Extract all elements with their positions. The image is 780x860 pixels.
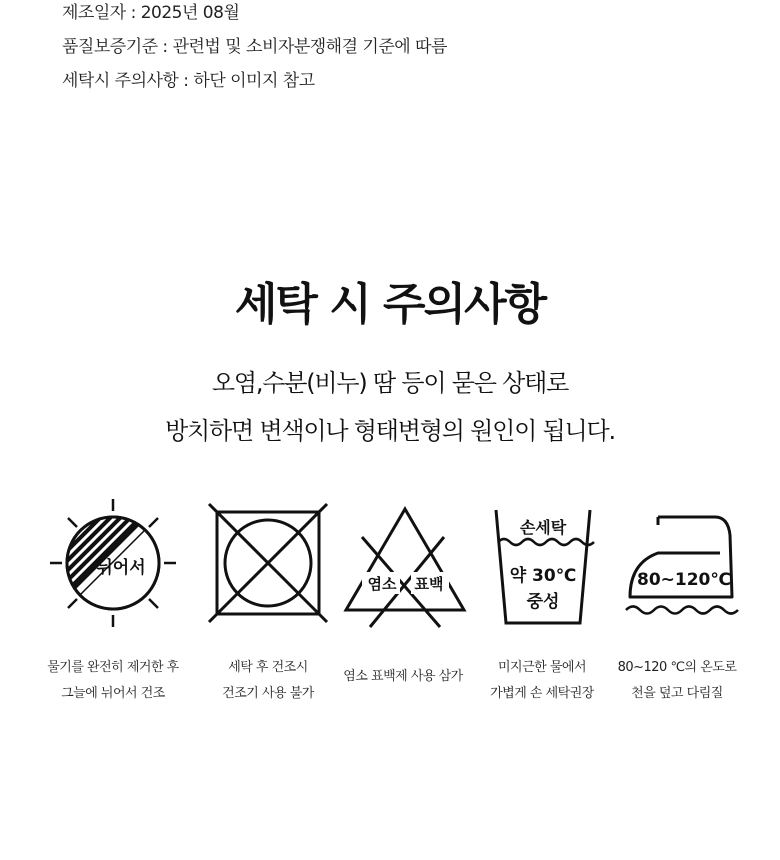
- caption-shade-dry: [38, 655, 188, 707]
- neutral-detergent-label: 중성: [526, 592, 560, 612]
- caption-line: 가볍게 손 세탁권장: [490, 686, 594, 701]
- shade-dry-label: 뉘어서: [96, 558, 146, 578]
- caption-line: 물기를 완전히 제거한 후: [47, 660, 179, 675]
- caption-line: 80~120 ℃의 온도로: [617, 660, 737, 675]
- description-line-2: 방치하면 변색이나 형태변형의 원인이 됩니다.: [165, 417, 615, 445]
- iron-with-cloth-icon: [620, 495, 750, 630]
- caption-line: 그늘에 뉘어서 건조: [61, 686, 165, 701]
- section-title: 세탁 시 주의사항: [234, 279, 546, 330]
- caption-no-tumble-dry: [193, 655, 343, 707]
- product-info: [62, 0, 447, 98]
- no-tumble-dry-icon: [203, 495, 333, 630]
- hand-wash-label: 손세탁: [519, 518, 567, 537]
- hand-wash-30-icon: [478, 495, 608, 630]
- caption-line: 세탁 후 건조시: [228, 660, 308, 675]
- caption-hand-wash: [467, 655, 617, 707]
- caption-line: 건조기 사용 불가: [222, 686, 314, 701]
- washing-note: 세탁시 주의사항 : 하단 이미지 참고: [62, 71, 315, 91]
- temperature-label: 약 30℃: [509, 566, 577, 586]
- caption-iron: [602, 655, 752, 707]
- caption-line: 천을 덮고 다림질: [631, 686, 723, 701]
- quality-standard: 품질보증기준 : 관련법 및 소비자분쟁해결 기준에 따름: [62, 37, 447, 57]
- description-line-1: 오염,수분(비누) 땀 등이 묻은 상태로: [211, 369, 569, 397]
- iron-temperature-label: 80~120℃: [637, 570, 731, 590]
- no-chlorine-bleach-icon: [340, 495, 470, 630]
- bleach-label: 표백: [414, 575, 444, 593]
- caption-line: 염소 표백제 사용 삼가: [343, 669, 463, 684]
- chlorine-label: 염소: [367, 575, 397, 593]
- caption-no-bleach: [328, 664, 478, 690]
- caption-line: 미지근한 물에서: [497, 660, 587, 675]
- manufacture-date: 제조일자 : 2025년 08월: [62, 3, 240, 23]
- shade-dry-flat-icon: [48, 495, 178, 630]
